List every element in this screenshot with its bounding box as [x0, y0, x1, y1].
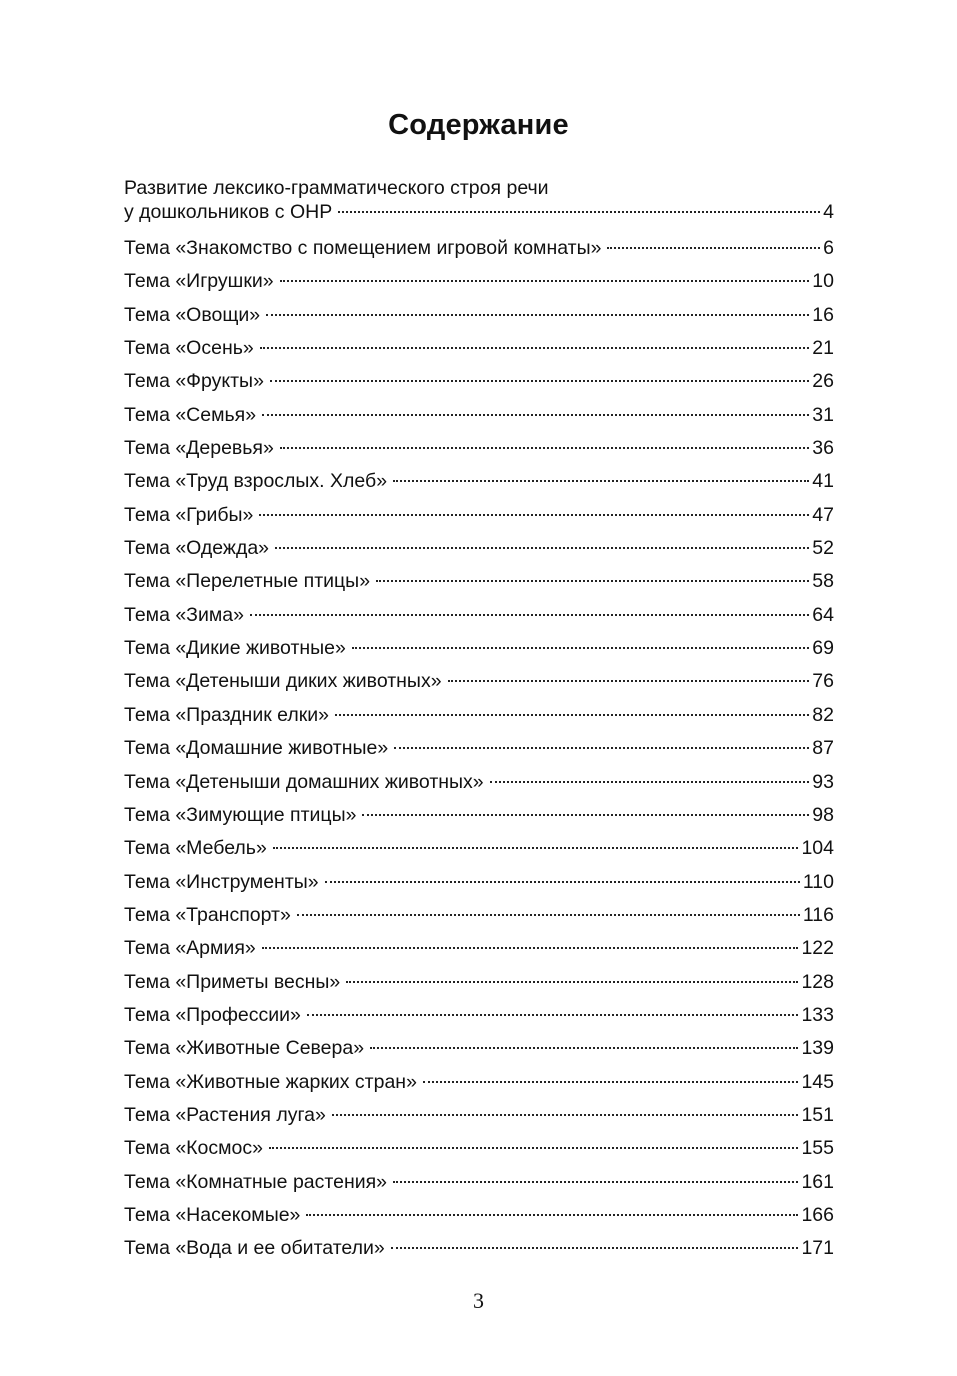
toc-intro-line-1[interactable]: [124, 176, 834, 200]
toc-entry-label: у дошкольников с ОНР: [124, 201, 333, 223]
toc-entry[interactable]: [124, 932, 834, 965]
toc-entry[interactable]: [124, 399, 834, 432]
toc-entry-label: Тема «Зимующие птицы»: [124, 803, 357, 826]
toc-entry[interactable]: [124, 1066, 834, 1099]
toc-entry-page: 41: [812, 470, 834, 493]
dot-leader: [391, 1247, 799, 1249]
toc-entry[interactable]: [124, 1032, 834, 1065]
toc-entry[interactable]: [124, 432, 834, 465]
dot-leader: [394, 747, 809, 749]
toc-entry-page: 76: [812, 670, 834, 693]
toc-entry-label: Тема «Растения луга»: [124, 1103, 326, 1126]
toc-entry[interactable]: [124, 665, 834, 698]
toc-entry-page: 171: [801, 1237, 834, 1260]
toc-entry-label: Тема «Армия»: [124, 937, 256, 960]
toc-entry-page: 82: [812, 703, 834, 726]
toc-entry-page: 52: [812, 537, 834, 560]
dot-leader: [362, 814, 809, 816]
dot-leader: [393, 1181, 798, 1183]
toc-entry-label: Тема «Осень»: [124, 337, 254, 360]
toc-entry-label: Тема «Дикие животные»: [124, 637, 346, 660]
toc-entry[interactable]: [124, 699, 834, 732]
toc-entry[interactable]: [124, 899, 834, 932]
toc-entry-page: 93: [812, 770, 834, 793]
toc-entry-label: Тема «Одежда»: [124, 537, 270, 560]
toc-entry[interactable]: [124, 999, 834, 1032]
toc-entry-label: Развитие лексико-грамматического строя речи: [124, 177, 549, 199]
toc-entry-label: Тема «Профессии»: [124, 1003, 301, 1026]
dot-leader: [376, 580, 809, 582]
toc-entry[interactable]: [124, 866, 834, 899]
dot-leader: [273, 847, 799, 849]
toc-entry[interactable]: [124, 1099, 834, 1132]
toc-entry-page: 16: [812, 303, 834, 326]
toc-entry-page: 6: [823, 237, 834, 259]
toc-entry-label: Тема «Труд взрослых. Хлеб»: [124, 470, 388, 493]
table-of-contents: [124, 172, 834, 1266]
toc-entry-page: 110: [802, 870, 834, 893]
dot-leader: [370, 1047, 798, 1049]
toc-entry-label: Тема «Мебель»: [124, 837, 267, 860]
dot-leader: [266, 314, 809, 316]
toc-entry-label: Тема «Инструменты»: [124, 870, 319, 893]
toc-entry-label: Тема «Насекомые»: [124, 1203, 301, 1226]
dot-leader: [280, 280, 810, 282]
toc-entry-label: Тема «Космос»: [124, 1137, 263, 1160]
toc-entry[interactable]: [124, 499, 834, 532]
toc-entry-page: 145: [801, 1070, 834, 1093]
toc-entry-page: 87: [812, 737, 834, 760]
toc-entry-label: Тема «Транспорт»: [124, 903, 291, 926]
dot-leader: [250, 614, 809, 616]
toc-entry[interactable]: [124, 232, 834, 265]
toc-entry[interactable]: [124, 599, 834, 632]
toc-entry-label: Тема «Животные Севера»: [124, 1037, 365, 1060]
toc-entry-page: 69: [812, 637, 834, 660]
toc-entry-label: Тема «Детеныши диких животных»: [124, 670, 442, 693]
toc-entry[interactable]: [124, 565, 834, 598]
dot-leader: [262, 414, 809, 416]
dot-leader: [275, 547, 809, 549]
toc-entry-page: 104: [801, 837, 834, 860]
toc-entry-page: 21: [812, 337, 834, 360]
dot-leader: [346, 981, 798, 983]
toc-entry-page: 98: [812, 803, 834, 826]
page-number: 3: [473, 1288, 484, 1313]
toc-entry[interactable]: [124, 265, 834, 298]
toc-entry-page: 122: [801, 937, 834, 960]
toc-entry[interactable]: [124, 1232, 834, 1265]
toc-entry-page: 161: [801, 1170, 834, 1193]
dot-leader: [393, 480, 809, 482]
toc-entry[interactable]: [124, 532, 834, 565]
dot-leader: [607, 247, 820, 249]
toc-entry[interactable]: [124, 766, 834, 799]
toc-entry-page: 4: [823, 201, 834, 223]
toc-entry-label: Тема «Зима»: [124, 603, 244, 626]
toc-entry-label: Тема «Игрушки»: [124, 270, 274, 293]
toc-entry-label: Тема «Детеныши домашних животных»: [124, 770, 484, 793]
toc-entry-page: 64: [812, 603, 834, 626]
toc-entry-page: 36: [812, 437, 834, 460]
toc-entry[interactable]: [124, 632, 834, 665]
toc-entry[interactable]: [124, 732, 834, 765]
toc-entry-page: 58: [812, 570, 834, 593]
toc-entry[interactable]: [124, 1166, 834, 1199]
toc-entry-label: Тема «Семья»: [124, 403, 257, 426]
toc-entry[interactable]: [124, 332, 834, 365]
toc-entry-page: 151: [801, 1103, 834, 1126]
toc-entry-label: Тема «Деревья»: [124, 437, 274, 460]
dot-leader: [306, 1214, 798, 1216]
dot-leader: [490, 781, 810, 783]
dot-leader: [297, 914, 800, 916]
toc-entry-label: Тема «Животные жарких стран»: [124, 1070, 417, 1093]
dot-leader: [423, 1081, 799, 1083]
dot-leader: [260, 347, 810, 349]
toc-intro-line-2[interactable]: [124, 200, 834, 232]
toc-entry-label: Тема «Фрукты»: [124, 370, 264, 393]
toc-entry-page: 116: [802, 903, 834, 926]
dot-leader: [338, 211, 820, 213]
toc-entry-label: Тема «Перелетные птицы»: [124, 570, 371, 593]
toc-entry-label: Тема «Праздник елки»: [124, 703, 330, 726]
toc-entry-page: 128: [801, 970, 834, 993]
dot-leader: [269, 1147, 798, 1149]
toc-entry-page: 26: [812, 370, 834, 393]
toc-entry[interactable]: [124, 465, 834, 498]
dot-leader: [262, 947, 799, 949]
dot-leader: [259, 514, 809, 516]
toc-entry[interactable]: [124, 299, 834, 332]
dot-leader: [335, 714, 809, 716]
toc-entry[interactable]: [124, 365, 834, 398]
toc-entry-page: 133: [801, 1003, 834, 1026]
dot-leader: [307, 1014, 799, 1016]
dot-leader: [270, 380, 809, 382]
toc-entry-page: 10: [812, 270, 834, 293]
toc-entry[interactable]: [124, 832, 834, 865]
toc-entry-label: Тема «Приметы весны»: [124, 970, 341, 993]
dot-leader: [325, 881, 800, 883]
page-title: Содержание: [388, 109, 569, 142]
toc-entry-page: 155: [801, 1137, 834, 1160]
toc-entry[interactable]: [124, 1132, 834, 1165]
toc-entry-label: Тема «Комнатные растения»: [124, 1170, 388, 1193]
dot-leader: [332, 1114, 799, 1116]
toc-entry-label: Тема «Домашние животные»: [124, 737, 389, 760]
dot-leader: [352, 647, 809, 649]
toc-entry-label: Тема «Овощи»: [124, 303, 261, 326]
toc-entry[interactable]: [124, 799, 834, 832]
toc-entry-page: 47: [812, 503, 834, 526]
toc-entry-label: Тема «Знакомство с помещением игровой комнаты»: [124, 237, 602, 259]
toc-entry[interactable]: [124, 1199, 834, 1232]
dot-leader: [448, 680, 810, 682]
toc-entry[interactable]: [124, 966, 834, 999]
toc-entry-page: 166: [801, 1203, 834, 1226]
toc-entry-label: Тема «Грибы»: [124, 503, 254, 526]
dot-leader: [280, 447, 809, 449]
toc-entry-page: 139: [801, 1037, 834, 1060]
toc-entry-page: 31: [812, 403, 834, 426]
toc-entry-label: Тема «Вода и ее обитатели»: [124, 1237, 385, 1260]
